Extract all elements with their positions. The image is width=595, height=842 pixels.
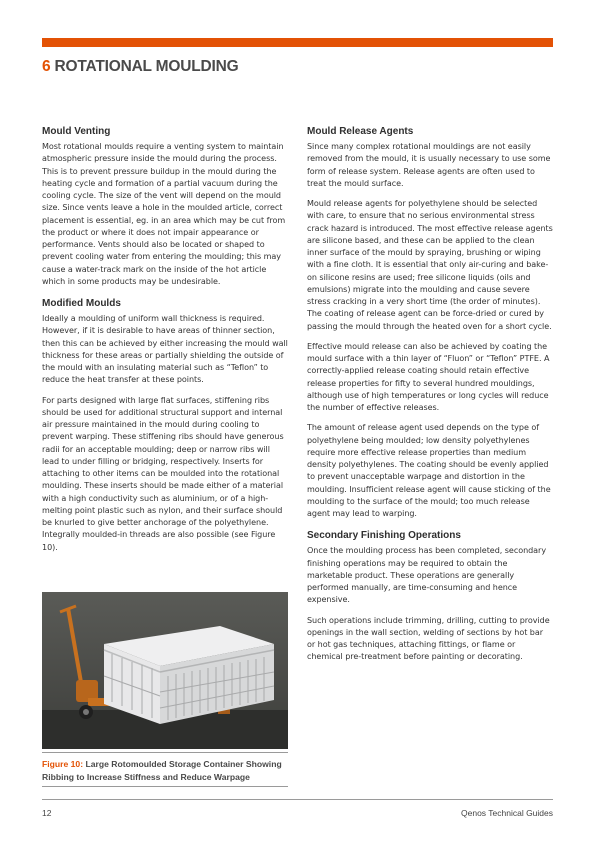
footer-divider [42,799,553,800]
paragraph: Most rotational moulds require a venting system to maintain atmospheric pressure inside the mould during the process. This is to prevent pressure buildup in the mould during the heating cycle and formation of a partial vacuum during the cooling cycle. The size of the vent will depend on the mould size. Since vents leave a hole in the moulded article, correct placement is essential, eg. in an area which may be cut from the product or where it does not impair appearance or performance. Vents should also be located or shaped to prevent cooling water from entering the moulding; this may cause a water-track mark on the inside of the hot article which in some products may be undesirable. [42,142,286,286]
figure-divider [42,752,288,753]
paragraph: Such operations include trimming, drilling, cutting to provide openings in the wall section, welding of sections by hot bar or hot gas techniques, attaching fittings, or flame or chemical pre-treatment before painting or decorating. [307,615,550,662]
chapter-title [42,58,238,76]
paragraph: Effective mould release can also be achieved by coating the mould surface with a thin layer of “Fluon” or “Teflon” PTFE. A correctly-applied release coating should retain effective release properties for fifty to several hundred mouldings, although use of high temperatures or long cycles will reduce the number of effective releases. [307,341,550,412]
paragraph: Once the moulding process has been completed, secondary finishing operations may be required to obtain the marketable product. These operations are generally performed manually, are time-consuming and hence expensive. [307,546,547,605]
figure-label: Figure 10: [42,759,84,769]
section-heading-mould-venting: Mould Venting [42,126,111,137]
figure-10-photo [42,592,288,749]
header-accent-bar [42,38,553,47]
right-column [307,126,553,672]
section-heading-secondary-finishing: Secondary Finishing Operations [307,530,461,542]
paragraph: Since many complex rotational mouldings are not easily removed from the mould, it is usually necessary to use some form of release system. Release agents are often used to treat the mould surface. [307,142,551,188]
section-heading-mould-release-agents: Mould Release Agents [307,126,414,137]
caption-divider [42,786,288,787]
left-column [42,126,288,562]
paragraph: The amount of release agent used depends on the type of polyethylene being moulded; low density polyethylenes require more effective release properties than medium density polyethylenes. The coating should be evenly applied to prevent unacceptable warpage and distortion in the moulding. Insufficient release agent will cause sticking of the moulding to the surface of the mould; too much release agent may lead to warping. [307,423,551,518]
storage-container-photo [42,592,288,749]
paragraph: For parts designed with large flat surfaces, stiffening ribs should be used for additional structural support and internal air pressure maintained in the mould during cooling to prevent warping. These stiffening ribs should have generous radii for an acceptable moulding; deep or narrow ribs will lead to under filling or bridging, respectively. Inserts for attaching to other items can be moulded into the rotational moulding. These inserts should be made either of a material with a high conductivity such as aluminium, or of a high-melting point plastic such as nylon, and their surface should be knurled to give better anchorage of the polyethylene. Integrally moulded-in threads are also possible (see Figure 10). [42,395,284,552]
figure-caption-text: Large Rotomoulded Storage Container Showing Ribbing to Increase Stiffness and Reduce Warpage [42,759,282,782]
page-number: 12 [42,808,52,818]
paragraph: Mould release agents for polyethylene should be selected with care, to ensure that no serious environmental stress crack hazard is introduced. The most effective release agents are silicone based, and these can be applied to the clean inner surface of the mould by spraying, brushing or wiping with a fine cloth. It is essential that only air-curing and bake-on silicone resins are used; free silicone liquids (oils and emulsions) migrate into the moulding and cause severe stress cracking in a very short time (the order of minutes). The coating of release agent can be force-dried or cured by passing the mould through the heated oven for a short cycle. [307,199,553,331]
chapter-number: 6 [42,58,51,75]
figure-caption [42,758,292,783]
section-heading-modified-moulds: Modified Moulds [42,298,121,309]
paragraph: Ideally a moulding of uniform wall thickness is required. However, if it is desirable to have areas of thinner section, then this can be achieved by either increasing the mould wall thickness for these areas or partially shielding the outside of the mould with an insulating material such as “Teflon” to reduce the heat transfer at these points. [42,314,288,385]
chapter-title-text: ROTATIONAL MOULDING [54,58,239,75]
footer-title: Qenos Technical Guides [461,808,553,818]
